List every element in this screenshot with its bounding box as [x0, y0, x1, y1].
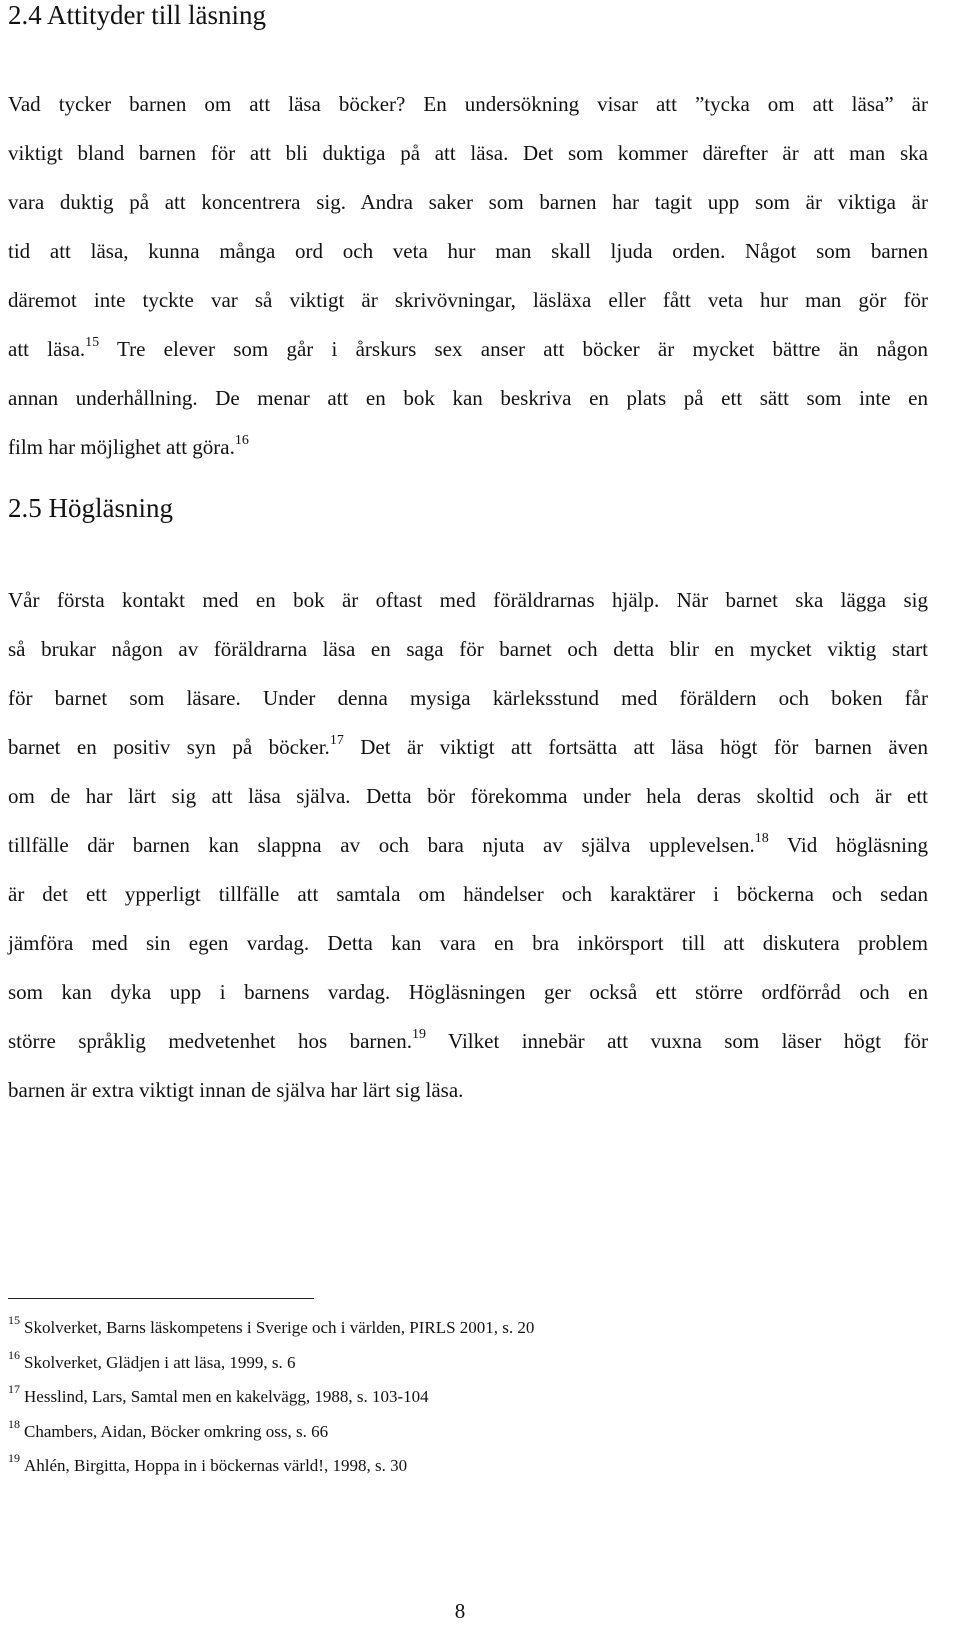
footnote-reference: 17 — [329, 733, 344, 748]
section-heading-attityder: 2.4 Attityder till läsning — [8, 0, 266, 30]
text-run: barnen är extra viktigt innan de själva har lärt sig läsa. — [8, 1078, 464, 1102]
text-run: som kan dyka upp i barnens vardag. Högläsningen ger också ett större ordförråd och en — [8, 980, 928, 1004]
footnote-number: 18 — [8, 1416, 20, 1431]
footnote-item — [8, 1346, 928, 1381]
paragraph-hoglasning — [8, 576, 928, 1115]
section-heading-hoglasning: 2.5 Högläsning — [8, 493, 173, 523]
text-line — [8, 674, 928, 723]
text-line — [8, 178, 928, 227]
footnote-separator — [8, 1298, 314, 1299]
text-line — [8, 821, 928, 870]
text-line — [8, 325, 928, 374]
text-line — [8, 870, 928, 919]
text-run: vara duktig på att koncentrera sig. Andra saker som barnen har tagit upp som är viktiga är — [8, 190, 928, 214]
footnotes-list — [8, 1311, 928, 1484]
text-run: jämföra med sin egen vardag. Detta kan vara en bra inkörsport till att diskutera problem — [8, 931, 928, 955]
text-run: är det ett ypperligt tillfälle att samtala om händelser och karaktärer i böckerna och sedan — [8, 882, 928, 906]
footnote-item — [8, 1449, 928, 1484]
footnote-text: Skolverket, Barns läskompetens i Sverige och i världen, PIRLS 2001, s. 20 — [24, 1318, 535, 1337]
text-line — [8, 723, 928, 772]
text-line — [8, 772, 928, 821]
footnote-reference: 15 — [85, 335, 100, 350]
footnote-text: Ahlén, Birgitta, Hoppa in i böckernas värld!, 1998, s. 30 — [24, 1456, 408, 1475]
text-line — [8, 968, 928, 1017]
text-run: för barnet som läsare. Under denna mysiga kärleksstund med föräldern och boken får — [8, 686, 928, 710]
footnote-number: 19 — [8, 1451, 20, 1466]
footnote-item — [8, 1311, 928, 1346]
footnote-number: 16 — [8, 1347, 20, 1362]
text-run: Vår första kontakt med en bok är oftast med föräldrarnas hjälp. När barnet ska lägga sig — [8, 588, 928, 612]
text-run: barnet en positiv syn på böcker. — [8, 735, 330, 759]
text-run: däremot inte tyckte var så viktigt är skrivövningar, läsläxa eller fått veta hur man gör för — [8, 288, 928, 312]
footnote-number: 15 — [8, 1313, 20, 1328]
footnote-text: Hesslind, Lars, Samtal men en kakelvägg, 1988, s. 103-104 — [24, 1387, 429, 1406]
page-number: 8 — [454, 1599, 466, 1623]
text-run: Det är viktigt att fortsätta att läsa högt för barnen även — [343, 735, 928, 759]
text-line — [8, 1066, 928, 1115]
footnote-reference: 19 — [412, 1027, 427, 1042]
text-run: att läsa. — [8, 337, 86, 361]
text-line — [8, 625, 928, 674]
text-line — [8, 129, 928, 178]
footnote-reference: 16 — [234, 433, 249, 448]
text-line — [8, 276, 928, 325]
text-line — [8, 576, 928, 625]
text-run: Vilket innebär att vuxna som läser högt för — [426, 1029, 928, 1053]
footnote-text: Chambers, Aidan, Böcker omkring oss, s. 66 — [24, 1421, 329, 1441]
text-run: större språklig medvetenhet hos barnen. — [8, 1029, 413, 1053]
text-run: tillfälle där barnen kan slappna av och bara njuta av själva upplevelsen. — [8, 833, 755, 857]
footnote-item — [8, 1415, 928, 1450]
text-line — [8, 919, 928, 968]
text-run: annan underhållning. De menar att en bok kan beskriva en plats på ett sätt som inte en — [8, 386, 928, 410]
text-run: Vad tycker barnen om att läsa böcker? En undersökning visar att ”tycka om att läsa” är — [8, 92, 928, 116]
text-run: Tre elever som går i årskurs sex anser att böcker är mycket bättre än någon — [99, 337, 928, 361]
text-line — [8, 227, 928, 276]
footnote-reference: 18 — [754, 831, 769, 846]
text-run: viktigt bland barnen för att bli duktiga på att läsa. Det som kommer därefter är att man ska — [8, 141, 928, 165]
paragraph-attityder — [8, 80, 928, 472]
text-run: så brukar någon av föräldrarna läsa en saga för barnet och detta blir en mycket viktig start — [8, 637, 928, 661]
text-run: Vid högläsning — [768, 833, 928, 857]
text-run: film har möjlighet att göra. — [8, 435, 235, 459]
footnote-text: Skolverket, Glädjen i att läsa, 1999, s. 6 — [24, 1352, 296, 1372]
text-line — [8, 1017, 928, 1066]
text-run: om de har lärt sig att läsa själva. Detta bör förekomma under hela deras skoltid och är ett — [8, 784, 928, 808]
text-line — [8, 423, 928, 472]
footnote-item — [8, 1380, 928, 1415]
footnote-number: 17 — [8, 1382, 20, 1397]
text-line — [8, 374, 928, 423]
text-run: tid att läsa, kunna många ord och veta hur man skall ljuda orden. Något som barnen — [8, 239, 928, 263]
text-line — [8, 80, 928, 129]
